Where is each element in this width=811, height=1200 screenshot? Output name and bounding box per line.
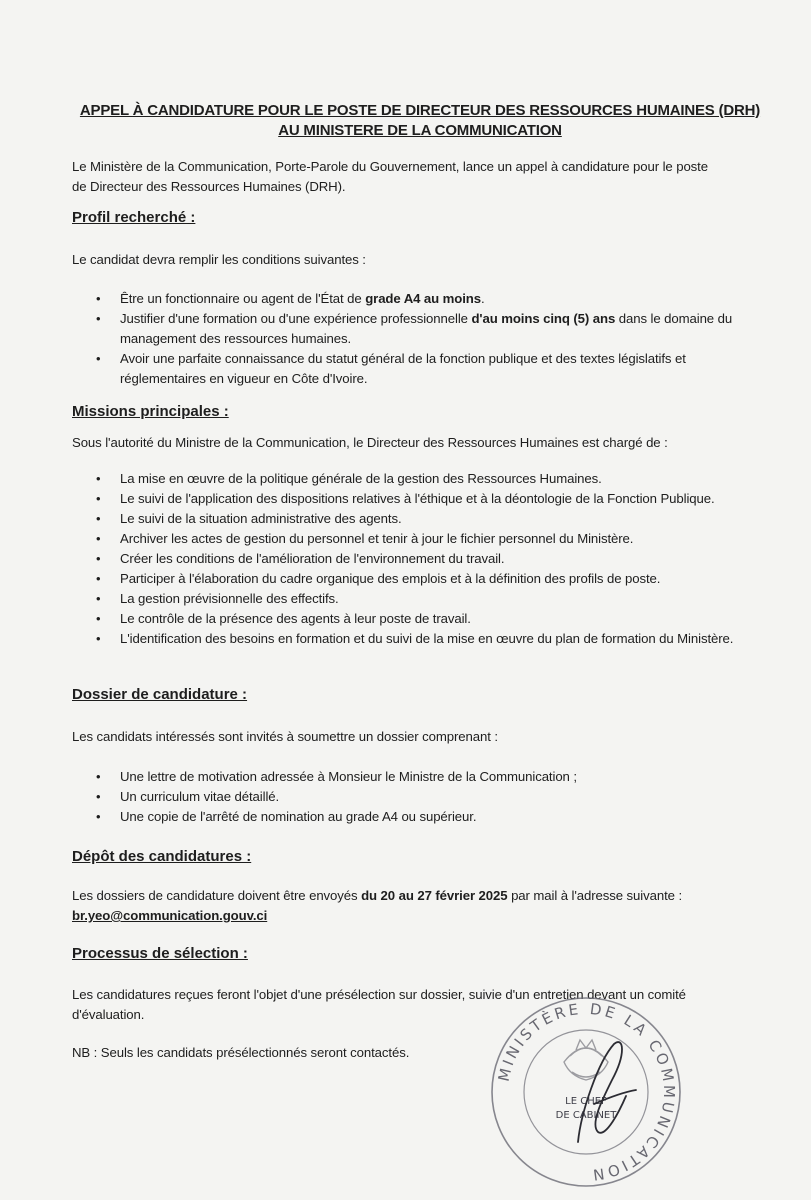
section-heading-profil: Profil recherché :: [72, 209, 196, 226]
bullet-icon: •: [96, 311, 101, 326]
list-item: • Avoir une parfaite connaissance du statut général de la fonction publique et des textes législatifs et réglementaires en vigueur en Côte d'Ivoire.: [96, 351, 686, 386]
list-item: • La gestion prévisionnelle des effectifs.: [96, 589, 760, 609]
intro-line2: de Directeur des Ressources Humaines (DRH).: [72, 179, 346, 194]
bullet-icon: •: [96, 631, 101, 646]
signature-icon: [578, 1042, 636, 1142]
list-item: • L'identification des besoins en formation et du suivi de la mise en œuvre du plan de formation du Ministère.: [96, 629, 760, 649]
stamp-ring-text: MINISTÈRE DE LA COMMUNICATION: [494, 999, 679, 1185]
bullet-icon: •: [96, 531, 101, 546]
document-title-line2: AU MINISTERE DE LA COMMUNICATION: [278, 122, 562, 139]
list-item: • Le suivi de l'application des dispositions relatives à l'éthique et à la déontologie de la Fonction Publique.: [96, 489, 760, 509]
stamp-center-line1: LE CHEF: [565, 1096, 607, 1107]
list-item: • Une lettre de motivation adressée à Monsieur le Ministre de la Communication ;: [96, 767, 760, 787]
contact-email-link[interactable]: br.yeo@communication.gouv.ci: [72, 908, 268, 923]
profil-list: [96, 289, 760, 389]
stamp-emblem: [564, 1040, 608, 1080]
intro-paragraph: [72, 157, 762, 197]
profil-lead: Le candidat devra remplir les conditions suivantes :: [72, 252, 366, 267]
processus-line1: Les candidatures reçues feront l'objet d'une présélection sur dossier, suivie d'un entretien devant un comité: [72, 987, 686, 1002]
bullet-icon: •: [96, 591, 101, 606]
list-item: • Le contrôle de la présence des agents à leur poste de travail.: [96, 609, 760, 629]
deadline-dates: du 20 au 27 février 2025: [361, 888, 508, 903]
bullet-icon: •: [96, 769, 101, 784]
list-item: • Justifier d'une formation ou d'une expérience professionnelle d'au moins cinq (5) ans dans le domaine du management des ressources humaines.: [96, 311, 733, 346]
bullet-icon: •: [96, 511, 101, 526]
bullet-icon: •: [96, 789, 101, 804]
missions-list: [96, 469, 760, 649]
dossier-list: [96, 767, 760, 827]
processus-line2: d'évaluation.: [72, 1007, 145, 1022]
section-heading-missions: Missions principales :: [72, 403, 229, 420]
list-item: • Être un fonctionnaire ou agent de l'État de grade A4 au moins.: [96, 289, 760, 309]
official-stamp-icon: [486, 992, 686, 1192]
bullet-icon: •: [96, 551, 101, 566]
section-heading-processus: Processus de sélection :: [72, 945, 248, 962]
bullet-icon: •: [96, 291, 101, 306]
dossier-lead: Les candidats intéressés sont invités à soumettre un dossier comprenant :: [72, 729, 498, 744]
list-item: • Une copie de l'arrêté de nomination au grade A4 ou supérieur.: [96, 807, 760, 827]
list-item: • Créer les conditions de l'amélioration de l'environnement du travail.: [96, 549, 760, 569]
bullet-icon: •: [96, 491, 101, 506]
depot-paragraph: [72, 886, 762, 926]
bullet-icon: •: [96, 611, 101, 626]
list-item: • Archiver les actes de gestion du personnel et tenir à jour le fichier personnel du Ministère.: [96, 529, 760, 549]
bullet-icon: •: [96, 471, 101, 486]
bullet-icon: •: [96, 351, 101, 366]
intro-line1: Le Ministère de la Communication, Porte-Parole du Gouvernement, lance un appel à candidature pour le poste: [72, 159, 708, 174]
bullet-icon: •: [96, 571, 101, 586]
nb-note: NB : Seuls les candidats présélectionnés seront contactés.: [72, 1045, 410, 1060]
missions-lead: Sous l'autorité du Ministre de la Communication, le Directeur des Ressources Humaines est chargé de :: [72, 435, 668, 450]
section-heading-dossier: Dossier de candidature :: [72, 686, 248, 703]
list-item: • Un curriculum vitae détaillé.: [96, 787, 760, 807]
list-item: • Le suivi de la situation administrative des agents.: [96, 509, 760, 529]
depot-line1: Les dossiers de candidature doivent être envoyés du 20 au 27 février 2025 par mail à l'adresse suivante :: [72, 888, 683, 903]
bullet-icon: •: [96, 809, 101, 824]
document-title-line1: APPEL À CANDIDATURE POUR LE POSTE DE DIRECTEUR DES RESSOURCES HUMAINES (DRH): [79, 102, 761, 119]
list-item: • Participer à l'élaboration du cadre organique des emplois et à la définition des profils de poste.: [96, 569, 760, 589]
stamp-center-line2: DE CABINET: [555, 1110, 617, 1121]
list-item: • La mise en œuvre de la politique générale de la gestion des Ressources Humaines.: [96, 469, 760, 489]
section-heading-depot: Dépôt des candidatures :: [72, 848, 252, 865]
